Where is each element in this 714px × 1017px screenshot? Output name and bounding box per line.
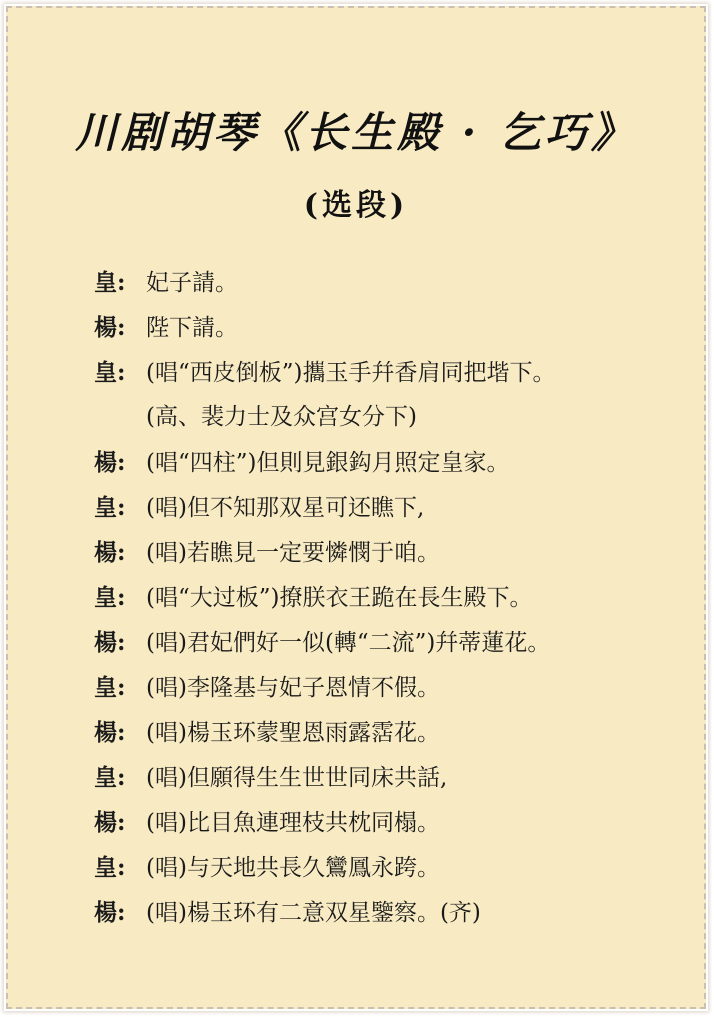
- page-title: 川剧胡琴《长生殿 · 乞巧》: [75, 108, 637, 157]
- line-text: 陛下請。: [146, 315, 238, 341]
- speaker-label: 楊:: [94, 809, 126, 836]
- speaker-label: 皇:: [94, 854, 126, 881]
- speaker-label: 皇:: [94, 764, 126, 791]
- line-text: (唱)李隆基与妃子恩情不假。: [146, 675, 440, 701]
- speaker-label: 皇:: [94, 359, 126, 386]
- speaker-label: 皇:: [94, 584, 126, 611]
- line-text: (唱)但願得生生世世同床共話,: [146, 765, 448, 791]
- line-text: (唱)但不知那双星可还瞧下,: [146, 495, 425, 521]
- speaker-label: 楊:: [94, 899, 126, 926]
- speaker-label: 皇:: [94, 674, 126, 701]
- script-line: [94, 530, 674, 575]
- script-line: [94, 485, 674, 530]
- speaker-label: 楊:: [94, 629, 126, 656]
- script-line: [94, 395, 674, 440]
- speaker-label: 楊:: [94, 539, 126, 566]
- line-text: (唱)与天地共長久鸞鳳永跨。: [146, 855, 440, 881]
- script-line: [94, 305, 674, 350]
- speaker-label: 皇:: [94, 269, 126, 296]
- stage-direction: (高、裴力士及众宫女分下): [146, 404, 417, 430]
- line-text: 妃子請。: [146, 270, 238, 296]
- page-subtitle: (选段): [303, 188, 409, 223]
- speaker-label: 楊:: [94, 449, 126, 476]
- line-text: (唱)楊玉环有二意双星鑒察。(齐): [146, 900, 481, 926]
- speaker-label: 楊:: [94, 314, 126, 341]
- script-line: [94, 710, 674, 755]
- script-line: [94, 800, 674, 845]
- line-text: (唱)楊玉环蒙聖恩雨露霑花。: [146, 720, 440, 746]
- line-text: (唱)比目魚連理枝共枕同榻。: [146, 810, 440, 836]
- speaker-label: 皇:: [94, 494, 126, 521]
- script-line: [94, 440, 674, 485]
- document-page: [6, 6, 706, 1009]
- script-line: [94, 665, 674, 710]
- script-line: [94, 620, 674, 665]
- script-line: [94, 350, 674, 395]
- line-text: (唱)若瞧見一定要憐憫于咱。: [146, 540, 440, 566]
- line-text: (唱“四柱”)但則見銀鈎月照定皇家。: [146, 450, 510, 476]
- speaker-label: 楊:: [94, 719, 126, 746]
- script-line: [94, 260, 674, 305]
- script-line: [94, 890, 674, 935]
- script-line: [94, 755, 674, 800]
- line-text: (唱“大过板”)撩朕衣王跪在長生殿下。: [146, 585, 533, 611]
- line-text: (唱)君妃們好一似(轉“二流”)幷蒂蓮花。: [146, 630, 551, 656]
- script-line: [94, 575, 674, 620]
- script-line: [94, 845, 674, 890]
- line-text: (唱“西皮倒板”)攜玉手幷香肩同把堦下。: [146, 360, 556, 386]
- script-lines: [94, 260, 674, 935]
